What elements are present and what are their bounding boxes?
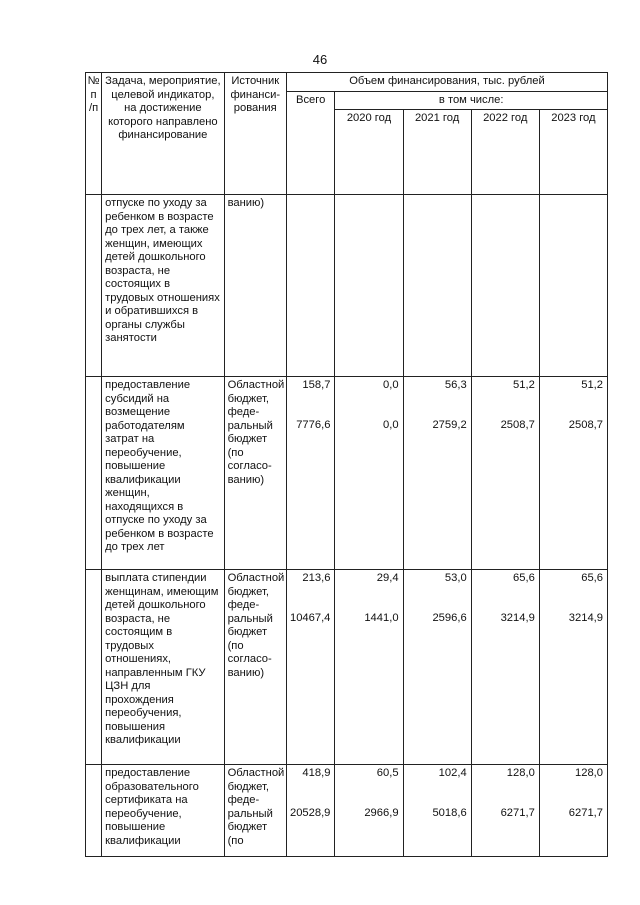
row-2021 (403, 570, 471, 765)
row-task: предоставление субсидий на возмещение работодателям затрат на переобучение, повышение квалификации женщин, находящихся в отпуске по уходу за ребенком в возрасте до трех лет (102, 377, 224, 570)
value-federal: 2596,6 (432, 611, 467, 624)
row-2022 (471, 377, 539, 570)
value-regional: 56,3 (444, 379, 467, 391)
value-regional: 418,9 (302, 767, 331, 779)
row-2023 (539, 195, 607, 377)
value-federal: 5018,6 (432, 806, 467, 819)
row-num (86, 377, 102, 570)
header-including: в том числе: (335, 91, 608, 110)
row-2020 (335, 765, 403, 857)
header-year-2020: 2020 год (335, 110, 403, 195)
row-2022 (471, 765, 539, 857)
value-federal: 2508,7 (568, 418, 603, 431)
value-federal: 6271,7 (500, 806, 535, 819)
row-total (286, 570, 335, 765)
financing-table (85, 72, 608, 857)
header-num: № п /п (86, 73, 102, 195)
value-regional: 128,0 (506, 767, 535, 779)
row-task: выплата стипендии женщинам, имеющим детей дошкольного возраста, не состоящим в трудовых отношениях, направленным ГКУ ЦЗН для прохождения переобучения, повышения квалификации (102, 570, 224, 765)
value-federal: 7776,6 (296, 418, 331, 431)
row-2020 (335, 195, 403, 377)
row-num (86, 195, 102, 377)
row-2021 (403, 195, 471, 377)
row-2020 (335, 377, 403, 570)
row-total (286, 377, 335, 570)
value-federal: 3214,9 (568, 611, 603, 624)
value-federal: 2966,9 (364, 806, 399, 819)
value-regional: 0,0 (382, 379, 399, 391)
value-regional: 158,7 (302, 379, 331, 391)
header-year-2023: 2023 год (539, 110, 607, 195)
value-federal: 10467,4 (289, 611, 331, 624)
value-regional: 128,0 (575, 767, 603, 779)
value-federal: 1441,0 (364, 611, 399, 624)
header-volume: Объем финансирования, тыс. рублей (286, 73, 607, 92)
row-2023 (539, 765, 607, 857)
row-task: предоставление образовательного сертификата на переобучение, повышение квалификации (102, 765, 224, 857)
row-2021 (403, 765, 471, 857)
value-regional: 53,0 (444, 572, 467, 584)
value-federal: 2759,2 (432, 418, 467, 431)
row-source: Областной бюджет, феде-ральный бюджет (по согласо-ванию) (224, 570, 286, 765)
header-year-2022: 2022 год (471, 110, 539, 195)
value-regional: 65,6 (513, 572, 535, 584)
value-regional: 51,2 (513, 379, 535, 391)
value-regional: 51,2 (581, 379, 603, 391)
row-2022 (471, 570, 539, 765)
value-federal: 2508,7 (500, 418, 535, 431)
table-row (86, 765, 608, 857)
header-total: Всего (286, 91, 335, 195)
row-2023 (539, 570, 607, 765)
header-task: Задача, мероприятие, целевой индикатор, на достижение которого направлено финансирование (102, 73, 224, 195)
row-num (86, 765, 102, 857)
row-total (286, 765, 335, 857)
row-2022 (471, 195, 539, 377)
value-regional: 60,5 (376, 767, 399, 779)
value-regional: 213,6 (302, 572, 331, 584)
page-number: 46 (312, 52, 328, 67)
table-row (86, 377, 608, 570)
row-source: Областной бюджет, феде-ральный бюджет (по (224, 765, 286, 857)
header-source: Источник финанси-рования (224, 73, 286, 195)
table-row (86, 570, 608, 765)
value-regional: 102,4 (438, 767, 467, 779)
row-num (86, 570, 102, 765)
row-task: отпуске по уходу за ребенком в возрасте до трех лет, а также женщин, имеющих детей дошкольного возраста, не состоящих в трудовых отношениях и обратившихся в органы службы занятости (102, 195, 224, 377)
value-regional: 29,4 (376, 572, 399, 584)
row-2023 (539, 377, 607, 570)
row-source: Областной бюджет, феде-ральный бюджет (по согласо-ванию) (224, 377, 286, 570)
header-year-2021: 2021 год (403, 110, 471, 195)
value-regional: 65,6 (581, 572, 603, 584)
row-2021 (403, 377, 471, 570)
table-row (86, 195, 608, 377)
value-federal: 6271,7 (568, 806, 603, 819)
value-federal: 20528,9 (289, 806, 331, 819)
value-federal: 3214,9 (500, 611, 535, 624)
row-source: ванию) (224, 195, 286, 377)
value-federal: 0,0 (382, 418, 399, 431)
row-2020 (335, 570, 403, 765)
row-total (286, 195, 335, 377)
